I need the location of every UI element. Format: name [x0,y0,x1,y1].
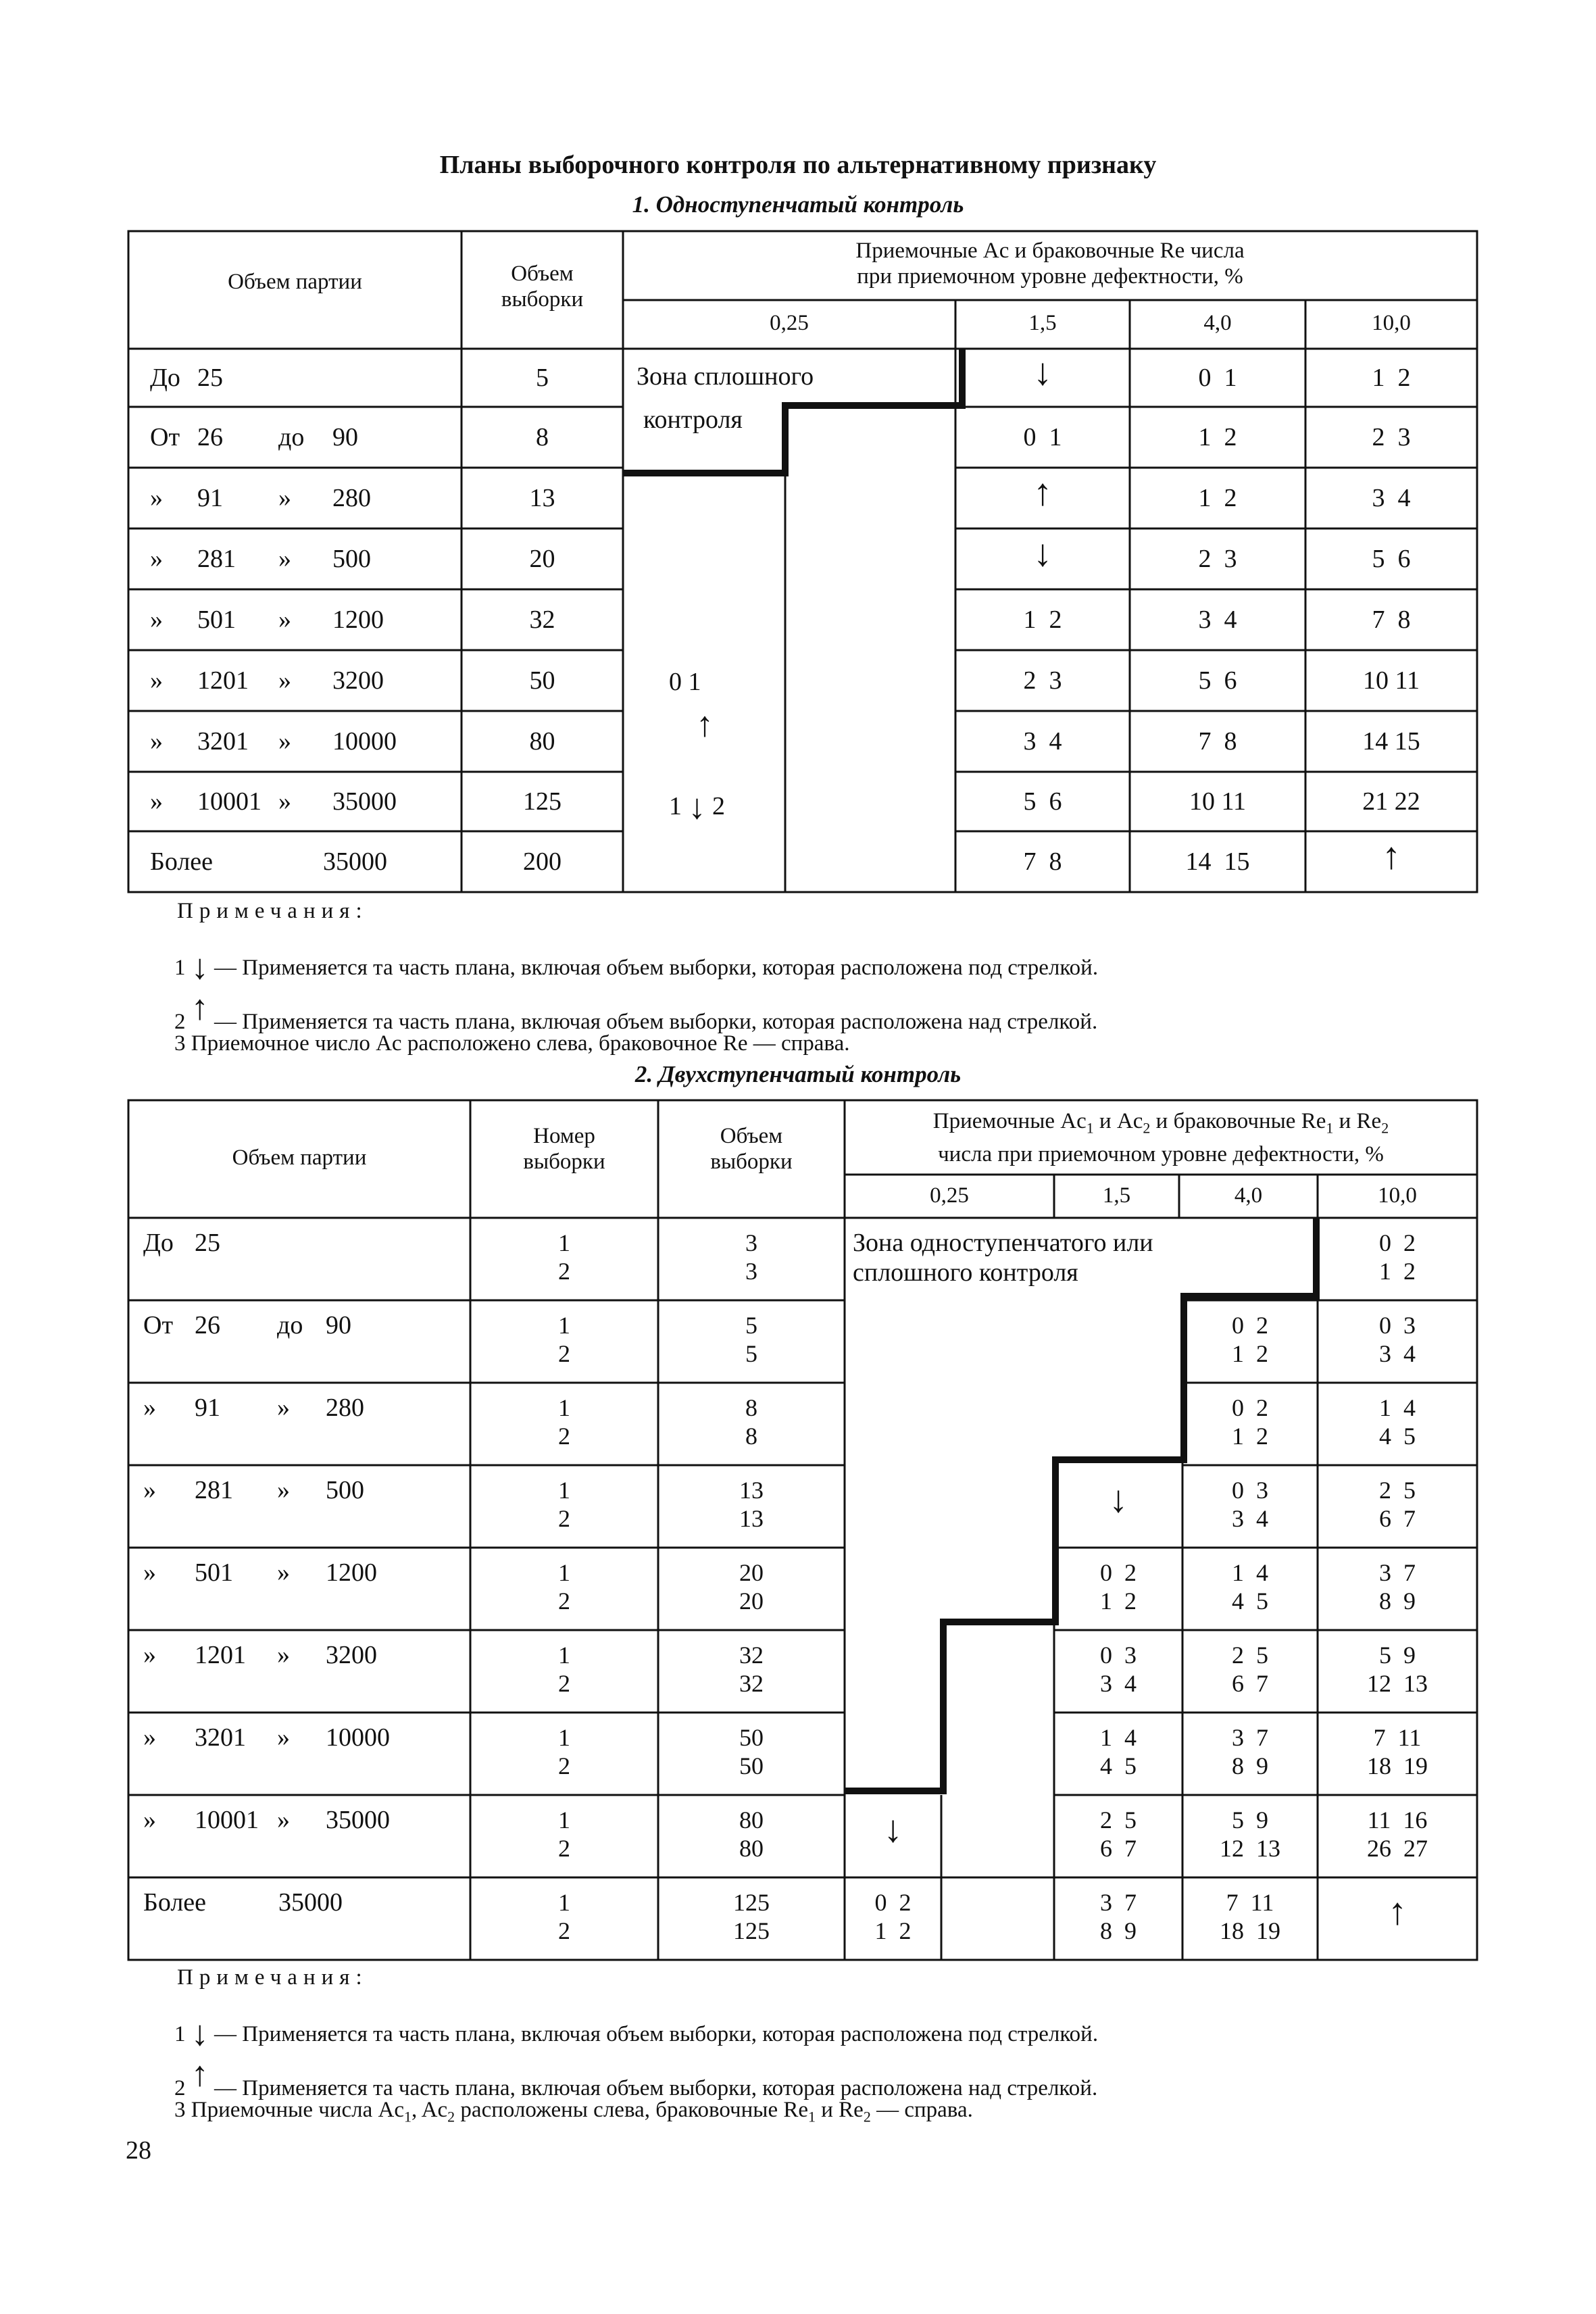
t2-ac-re: 3 4 [1100,1670,1137,1697]
t1-lot-sep: » [278,727,291,756]
t2-lot-from: 281 [195,1476,233,1504]
arrow-up-icon: ↑ [696,706,714,744]
arrow-down-icon: ↓ [1033,351,1052,393]
t2-sample-size: 80 [739,1835,764,1862]
t2-sample-size: 8 [745,1394,757,1421]
page-title: Планы выборочного контроля по альтернативному признаку [439,151,1157,179]
t1-col1-ac-re: 0 1 [669,668,701,696]
t2-zone-label-2: сплошного контроля [853,1258,1078,1287]
t2-ac-re: 26 27 [1367,1835,1428,1862]
t2-ac-re: 1 4 [1379,1394,1416,1421]
t1-ac-re: 7 8 [1198,727,1237,756]
t1-lot-to: 1200 [332,606,384,634]
t2-lot-to: 35000 [326,1806,390,1834]
t2-ac-re: 18 19 [1367,1752,1428,1779]
t1-ac-re: 3 4 [1023,727,1062,756]
t1-lot-sep: » [278,787,291,816]
t2-sample-size: 80 [739,1806,764,1833]
t2-ac-re: 1 4 [1232,1559,1268,1586]
arrow-down-icon: ↓ [191,948,209,987]
t2-ac-re: 6 7 [1100,1835,1137,1862]
t2-lot-from: 26 [195,1311,220,1339]
t2-header-acceptance: Приемочные $Ac_1$ и $Ac_2$ и браковочные $Re_1$ и $Re_2$ числа при приемочном уровне дефектности, % [932,1109,1389,1166]
t1-ac-re: 7 8 [1023,847,1062,876]
t2-lot-prefix: » [143,1394,156,1422]
arrow-down-icon: ↓ [1033,533,1052,574]
t2-sample-number: 2 [558,1917,570,1944]
t2-ac-re: 5 9 [1232,1806,1268,1833]
t1-lot-prefix: » [150,484,163,512]
t1-ac-re: 1 2 [1198,423,1237,451]
t2-lot-to: 90 [326,1311,351,1339]
t2-sample-number: 2 [558,1423,570,1450]
t2-ac-re: 6 7 [1232,1670,1268,1697]
t1-col1-mixed: 1 ↓ 2 [669,788,725,827]
t2-lot-from: 501 [195,1558,233,1587]
t1-ac-re: 1 2 [1023,606,1062,634]
t2-lot-prefix: » [143,1641,156,1669]
t1-lot-prefix: » [150,666,163,695]
t1-ac-re: 10 11 [1362,666,1420,695]
t1-zone-label-1: Зона сплошного [637,362,814,391]
t2-lot-to: 10000 [326,1723,390,1752]
t2-lot-prefix: » [143,1558,156,1587]
t1-ac-re: 1 2 [1372,364,1411,392]
t2-lot-sep: » [277,1723,290,1752]
t2-sample-size: 5 [745,1312,757,1339]
t2-ac-re: 2 5 [1379,1477,1416,1504]
t1-note-2: 2 ↑ — Применяется та часть плана, включая объем выборки, которая расположена над стрелкой. [174,989,1098,1034]
t2-lot-sep: » [277,1558,290,1587]
t2-ac-re: 0 3 [1379,1312,1416,1339]
arrow-up-icon: ↑ [1388,1891,1407,1933]
t2-ac-re: 3 4 [1379,1340,1416,1367]
t1-lot-to: 500 [332,545,371,573]
t2-ac-re: 6 7 [1379,1505,1416,1532]
t2-lot-sep: » [277,1806,290,1834]
t1-lot-to: 10000 [332,727,397,756]
t2-sample-number: 1 [558,1806,570,1833]
t1-ac-re: 2 3 [1023,666,1062,695]
t2-note-2: 2 ↑ — Применяется та часть плана, включая объем выборки, которая расположена над стрелкой. [174,2055,1098,2100]
t2-lot-sep: » [277,1394,290,1422]
t2-sample-number: 1 [558,1724,570,1751]
t1-aql-1.5: 1,5 [1028,311,1057,335]
t1-zone-label-2: контроля [643,405,743,434]
t2-ac-re: 7 11 [1373,1724,1422,1751]
t2-header-lot: Объем партии [232,1146,367,1170]
t2-ac-re: 1 2 [1232,1423,1268,1450]
t1-lot-from: 501 [197,606,236,634]
t1-lot-prefix: » [150,787,163,816]
t1-lot-to: 35000 [323,847,387,876]
t2-ac-re: 3 7 [1100,1889,1137,1916]
t1-ac-re: 5 6 [1372,545,1411,573]
arrow-down-icon: ↓ [191,2015,209,2053]
t2-lot-prefix: От [143,1311,174,1339]
t1-sample-size: 5 [536,364,549,392]
t1-lot-from: 10001 [197,787,261,816]
t1-ac-re: 2 3 [1198,545,1237,573]
table1-subtitle: 1. Одноступенчатый контроль [632,191,964,218]
t2-ac-re: 8 9 [1232,1752,1268,1779]
t2-ac-re: 0 2 [874,1889,912,1916]
t1-sample-size: 200 [523,847,562,876]
t1-lot-prefix: » [150,606,163,634]
t1-aql-10.0: 10,0 [1372,311,1411,335]
t2-ac-re: 4 5 [1100,1752,1137,1779]
t2-aql-10.0: 10,0 [1378,1183,1417,1208]
t2-note-3: 3 Приемочные числа $Ac_1$, $Ac_2$ расположены слева, браковочные $Re_1$ и $Re_2$ — справа. [174,2098,973,2125]
t2-ac-re: 1 2 [874,1917,912,1944]
t1-lot-to: 90 [332,423,358,451]
t2-sample-number: 1 [558,1559,570,1586]
t2-lot-prefix: » [143,1806,156,1834]
t2-sample-size: 8 [745,1423,757,1450]
t2-ac-re: 3 7 [1232,1724,1268,1751]
t2-sample-number: 1 [558,1477,570,1504]
t1-ac-re: 0 1 [1023,423,1062,451]
t2-notes-label: Примечания: [177,1965,368,1990]
t2-lot-sep: » [277,1476,290,1504]
t2-lot-to: 1200 [326,1558,377,1587]
t1-header-sample: Объем выборки [501,262,584,312]
t1-sample-size: 32 [529,606,555,634]
t1-aql-0.25: 0,25 [770,311,809,335]
t2-aql-1.5: 1,5 [1102,1183,1131,1208]
t1-ac-re: 21 22 [1362,787,1420,816]
t2-sample-number: 2 [558,1835,570,1862]
t2-zone-label-1: Зона одноступенчатого или [853,1229,1153,1257]
t1-lot-to: 3200 [332,666,384,695]
t1-ac-re: 5 6 [1023,787,1062,816]
t1-lot-prefix: » [150,545,163,573]
t1-lot-from: 281 [197,545,236,573]
t1-ac-re: 0 1 [1198,364,1237,392]
t2-ac-re: 1 2 [1100,1587,1137,1615]
t2-ac-re: 0 3 [1232,1477,1268,1504]
t2-aql-0.25: 0,25 [930,1183,969,1208]
t1-ac-re: 3 4 [1198,606,1237,634]
t2-sample-size: 50 [739,1752,764,1779]
t1-sample-size: 125 [523,787,562,816]
t2-ac-re: 3 4 [1232,1505,1268,1532]
t1-lot-from: 1201 [197,666,249,695]
t2-ac-re: 12 13 [1367,1670,1428,1697]
t1-ac-re: 2 3 [1372,423,1411,451]
t2-ac-re: 0 2 [1100,1559,1137,1586]
page-number: 28 [126,2136,151,2165]
t2-ac-re: 5 9 [1379,1642,1416,1669]
arrow-up-icon: ↑ [1033,472,1052,514]
t1-lot-to: 280 [332,484,371,512]
t2-sample-size: 20 [739,1559,764,1586]
t2-sample-size: 32 [739,1642,764,1669]
t1-lot-prefix: Более [150,847,214,876]
t2-sample-size: 125 [733,1917,770,1944]
t2-ac-re: 0 2 [1379,1229,1416,1256]
t2-lot-from: 1201 [195,1641,246,1669]
t1-sample-size: 50 [529,666,555,695]
t2-ac-re: 0 2 [1232,1394,1268,1421]
t2-sample-number: 1 [558,1312,570,1339]
t1-sample-size: 8 [536,423,549,451]
t2-lot-sep: до [277,1311,303,1339]
t2-ac-re: 4 5 [1232,1587,1268,1615]
t2-sample-number: 2 [558,1670,570,1697]
arrow-up-icon: ↑ [1382,835,1401,877]
t1-sample-size: 80 [529,727,555,756]
t2-ac-re: 3 7 [1379,1559,1416,1586]
t2-sample-number: 2 [558,1505,570,1532]
arrow-down-icon: ↓ [688,788,706,827]
arrow-down-icon: ↓ [883,1808,903,1850]
t2-lot-to: 280 [326,1394,364,1422]
t2-lot-from: 10001 [195,1806,259,1834]
t2-lot-prefix: Более [143,1888,207,1917]
t2-sample-size: 50 [739,1724,764,1751]
t2-sample-size: 3 [745,1258,757,1285]
t2-ac-re: 0 3 [1100,1642,1137,1669]
t2-ac-re: 8 9 [1100,1917,1137,1944]
t2-ac-re: 0 2 [1232,1312,1268,1339]
t1-notes-label: Примечания: [177,899,368,923]
t1-header-lot: Объем партии [228,270,362,294]
t2-sample-number: 1 [558,1889,570,1916]
t2-sample-size: 5 [745,1340,757,1367]
t1-lot-prefix: » [150,727,163,756]
t1-lot-to: 35000 [332,787,397,816]
t2-lot-to: 35000 [278,1888,343,1917]
t2-sample-size: 32 [739,1670,764,1697]
t1-lot-sep: » [278,666,291,695]
t1-ac-re: 1 2 [1198,484,1237,512]
t1-note-1: 1 ↓ — Применяется та часть плана, включая объем выборки, которая расположена под стрелкой. [174,948,1099,987]
t2-sample-number: 1 [558,1229,570,1256]
arrow-up-icon: ↑ [191,989,209,1027]
t1-ac-re: 3 4 [1372,484,1411,512]
t2-lot-prefix: » [143,1723,156,1752]
arrow-down-icon: ↓ [1109,1479,1128,1521]
t1-ac-re: 14 15 [1185,847,1250,876]
t2-lot-prefix: » [143,1476,156,1504]
t1-lot-from: 91 [197,484,223,512]
t1-lot-sep: » [278,606,291,634]
t2-header-sample: Объем выборки [710,1124,793,1174]
t2-lot-to: 3200 [326,1641,377,1669]
t2-sample-number: 2 [558,1752,570,1779]
t1-sample-size: 13 [529,484,555,512]
t2-ac-re: 1 4 [1100,1724,1137,1751]
t1-lot-sep: » [278,545,291,573]
t2-ac-re: 7 11 [1226,1889,1274,1916]
t1-aql-4.0: 4,0 [1203,311,1232,335]
t2-sample-size: 20 [739,1587,764,1615]
t2-ac-re: 1 2 [1232,1340,1268,1367]
table2-subtitle: 2. Двухступенчатый контроль [634,1061,962,1087]
t2-sample-size: 125 [733,1889,770,1916]
t2-ac-re: 2 5 [1232,1642,1268,1669]
t2-ac-re: 18 19 [1220,1917,1280,1944]
t2-lot-from: 25 [195,1229,220,1257]
t1-header-acceptance: Приемочные Ac и браковочные Re числа при приемочном уровне дефектности, % [855,239,1245,289]
t2-ac-re: 8 9 [1379,1587,1416,1615]
arrow-up-icon: ↑ [191,2055,209,2094]
t2-aql-4.0: 4,0 [1234,1183,1263,1208]
t2-sample-size: 3 [745,1229,757,1256]
t1-note-3: 3 Приемочное число Ac расположено слева, браковочное Re — справа. [174,1031,850,1056]
t2-sample-number: 2 [558,1587,570,1615]
t1-lot-from: 26 [197,423,223,451]
t1-ac-re: 5 6 [1198,666,1237,695]
t2-sample-size: 13 [739,1505,764,1532]
t1-lot-from: 3201 [197,727,249,756]
t2-sample-size: 13 [739,1477,764,1504]
t1-ac-re: 14 15 [1362,727,1420,756]
t1-lot-from: 25 [197,364,223,392]
t2-lot-sep: » [277,1641,290,1669]
t1-ac-re: 10 11 [1189,787,1247,816]
t1-lot-prefix: До [150,364,180,392]
t1-lot-prefix: От [150,423,180,451]
t2-note-1: 1 ↓ — Применяется та часть плана, включая объем выборки, которая расположена под стрелкой. [174,2015,1099,2053]
t2-ac-re: 11 16 [1367,1806,1428,1833]
t1-lot-sep: » [278,484,291,512]
t1-lot-sep: до [278,423,305,451]
t2-lot-from: 3201 [195,1723,246,1752]
t2-sample-number: 2 [558,1258,570,1285]
t2-ac-re: 12 13 [1220,1835,1280,1862]
t2-lot-prefix: До [143,1229,174,1257]
t2-header-number: Номер выборки [523,1124,605,1174]
t1-ac-re: 7 8 [1372,606,1411,634]
t1-sample-size: 20 [529,545,555,573]
t2-lot-from: 91 [195,1394,220,1422]
t2-ac-re: 4 5 [1379,1423,1416,1450]
t2-ac-re: 1 2 [1379,1258,1416,1285]
t2-sample-number: 1 [558,1642,570,1669]
t2-lot-to: 500 [326,1476,364,1504]
t2-ac-re: 2 5 [1100,1806,1137,1833]
t2-sample-number: 2 [558,1340,570,1367]
t2-sample-number: 1 [558,1394,570,1421]
